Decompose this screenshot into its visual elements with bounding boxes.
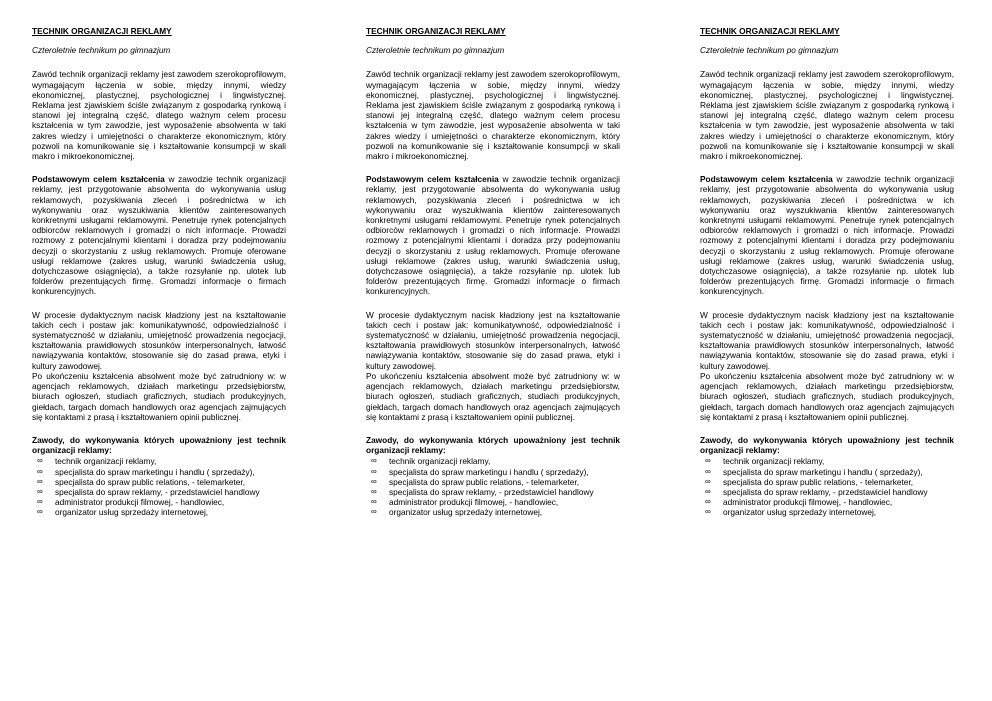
goal-paragraph [700,174,954,296]
bullet-icon: ∞ [705,456,711,466]
jobs-list [700,456,954,517]
list-item: ∞ specjalista do spraw marketingu i handlu ( sprzedaży), [37,466,255,477]
list-item: ∞ administrator produkcji filmowej, - handlowiec, [705,497,893,508]
intro-paragraph: Zawód technik organizacji reklamy jest zawodem szerokoprofilowym, wymagającym łączenia w sobie, między innymi, wiedzy ekonomicznej, plastycznej, psychologicznej i lingwistycznej. Reklama jest zjawiskiem ściśle związanym z gospodarką rynkową i stanowi jej integralną część, dlatego ważnym celem procesu kształcenia w tym zawodzie, jest wyposażenie absolwenta w taki zakres wiedzy i umiejętności o charakterze ekonomicznym, który pozwoli na komunikowanie się i kształtowanie konsumpcji w skali makro i mikroekonomicznej. [700,69,954,162]
document-title: TECHNIK ORGANIZACJI REKLAMY [366,26,506,36]
bullet-icon: ∞ [371,456,377,466]
jobs-heading: Zawody, do wykonywania których upoważniony jest technik organizacji reklamy: [700,434,954,456]
jobs-list [366,456,620,517]
document-column-2 [366,26,620,518]
bullet-icon: ∞ [37,456,43,466]
document-column-3 [700,26,954,518]
goal-lead: Podstawowym celem kształcenia [32,174,165,185]
document-subtitle: Czteroletnie technikum po gimnazjum [32,45,171,56]
list-item: ∞ specjalista do spraw marketingu i handlu ( sprzedaży), [371,466,589,477]
goal-paragraph [32,174,286,296]
intro-paragraph: Zawód technik organizacji reklamy jest zawodem szerokoprofilowym, wymagającym łączenia w sobie, między innymi, wiedzy ekonomicznej, plastycznej, psychologicznej i lingwistycznej. Reklama jest zjawiskiem ściśle związanym z gospodarką rynkową i stanowi jej integralną część, dlatego ważnym celem procesu kształcenia w tym zawodzie, jest wyposażenie absolwenta w taki zakres wiedzy i umiejętności o charakterze ekonomicznym, który pozwoli na komunikowanie się i kształtowanie konsumpcji w skali makro i mikroekonomicznej. [32,69,286,162]
list-item: ∞ specjalista do spraw public relations, - telemarketer, [705,476,913,487]
bullet-icon: ∞ [705,497,711,507]
document-subtitle: Czteroletnie technikum po gimnazjum [366,45,505,56]
list-item: ∞ specjalista do spraw public relations, - telemarketer, [371,476,579,487]
bullet-icon: ∞ [371,497,377,507]
bullet-icon: ∞ [705,486,711,496]
employment-paragraph: Po ukończeniu kształcenia absolwent może być zatrudniony w: w agencjach reklamowych, działach marketingu przedsiębiorstw, biurach ogłoszeń, studiach graficznych, studiach produkcyjnych, giełdach, targach domach handlowych oraz agencjach zajmujących się kontaktami z prasą i kształtowaniem opinii publicznej. [32,370,286,422]
jobs-heading: Zawody, do wykonywania których upoważniony jest technik organizacji reklamy: [32,434,286,456]
list-item: ∞ technik organizacji reklamy, [37,456,157,467]
bullet-icon: ∞ [705,466,711,476]
bullet-icon: ∞ [371,486,377,496]
list-item: ∞ organizator usług sprzedaży internetowej, [371,507,543,518]
list-item: ∞ administrator produkcji filmowej, - handlowiec, [371,497,559,508]
goal-text: w zawodzie technik organizacji reklamy, jest przygotowanie absolwenta do wykonywania usług reklamowych, pozyskiwania zleceń i pośrednictwa w ich wykonywaniu oraz wyszukiwania klientów zainteresowanych konkretnymi usługami reklamowymi. Penetruje rynek potencjalnych odbiorców reklamowych i gromadzi o nich informacje. Prowadzi rozmowy z potencjalnymi klientami i doradza przy podejmowaniu decyzji o skorzystaniu z usług reklamowych. Promuje oferowane usługi reklamowe (zakres usług, warunki świadczenia usług, dotychczasowe osiągnięcia), a także rozsyłanie np. ulotek lub folderów prezentujących firmę. Gromadzi informacje o firmach konkurencyjnych. [700,174,954,297]
list-item: ∞ specjalista do spraw public relations, - telemarketer, [37,476,245,487]
list-item: ∞ technik organizacji reklamy, [371,456,491,467]
goal-lead: Podstawowym celem kształcenia [366,174,499,185]
bullet-icon: ∞ [37,497,43,507]
process-paragraph: W procesie dydaktycznym nacisk kładziony jest na kształtowanie takich cech i postaw jak: komunikatywność, odpowiedzialność i systematyczność w działaniu, umiejętność prowadzenia negocjacji, kształtowania prawidłowych stosunków interpersonalnych, łatwość nawiązywania kontaktów, stosowanie się do zasad prawa, etyki i kultury zawodowej. [700,309,954,371]
jobs-heading: Zawody, do wykonywania których upoważniony jest technik organizacji reklamy: [366,434,620,456]
document-column-1 [32,26,286,518]
list-item: ∞ specjalista do spraw marketingu i handlu ( sprzedaży), [705,466,923,477]
goal-text: w zawodzie technik organizacji reklamy, jest przygotowanie absolwenta do wykonywania usług reklamowych, pozyskiwania zleceń i pośrednictwa w ich wykonywaniu oraz wyszukiwania klientów zainteresowanych konkretnymi usługami reklamowymi. Penetruje rynek potencjalnych odbiorców reklamowych i gromadzi o nich informacje. Prowadzi rozmowy z potencjalnymi klientami i doradza przy podejmowaniu decyzji o skorzystaniu z usług reklamowych. Promuje oferowane usługi reklamowe (zakres usług, warunki świadczenia usług, dotychczasowe osiągnięcia), a także rozsyłanie np. ulotek lub folderów prezentujących firmę. Gromadzi informacje o firmach konkurencyjnych. [32,174,286,297]
goal-lead: Podstawowym celem kształcenia [700,174,833,185]
employment-paragraph: Po ukończeniu kształcenia absolwent może być zatrudniony w: w agencjach reklamowych, działach marketingu przedsiębiorstw, biurach ogłoszeń, studiach graficznych, studiach produkcyjnych, giełdach, targach domach handlowych oraz agencjach zajmujących się kontaktami z prasą i kształtowaniem opinii publicznej. [366,370,620,422]
list-item: ∞ technik organizacji reklamy, [705,456,825,467]
list-item: ∞ specjalista do spraw reklamy, - przedstawiciel handlowy [37,486,260,497]
list-item: ∞ organizator usług sprzedaży internetowej, [37,507,209,518]
bullet-icon: ∞ [705,507,711,517]
list-item: ∞ specjalista do spraw reklamy, - przedstawiciel handlowy [371,486,594,497]
bullet-icon: ∞ [371,476,377,486]
process-paragraph: W procesie dydaktycznym nacisk kładziony jest na kształtowanie takich cech i postaw jak: komunikatywność, odpowiedzialność i systematyczność w działaniu, umiejętność prowadzenia negocjacji, kształtowania prawidłowych stosunków interpersonalnych, łatwość nawiązywania kontaktów, stosowanie się do zasad prawa, etyki i kultury zawodowej. [32,309,286,371]
process-paragraph: W procesie dydaktycznym nacisk kładziony jest na kształtowanie takich cech i postaw jak: komunikatywność, odpowiedzialność i systematyczność w działaniu, umiejętność prowadzenia negocjacji, kształtowania prawidłowych stosunków interpersonalnych, łatwość nawiązywania kontaktów, stosowanie się do zasad prawa, etyki i kultury zawodowej. [366,309,620,371]
document-subtitle: Czteroletnie technikum po gimnazjum [700,45,839,56]
intro-paragraph: Zawód technik organizacji reklamy jest zawodem szerokoprofilowym, wymagającym łączenia w sobie, między innymi, wiedzy ekonomicznej, plastycznej, psychologicznej i lingwistycznej. Reklama jest zjawiskiem ściśle związanym z gospodarką rynkową i stanowi jej integralną część, dlatego ważnym celem procesu kształcenia w tym zawodzie, jest wyposażenie absolwenta w taki zakres wiedzy i umiejętności o charakterze ekonomicznym, który pozwoli na komunikowanie się i kształtowanie konsumpcji w skali makro i mikroekonomicznej. [366,69,620,162]
bullet-icon: ∞ [371,507,377,517]
bullet-icon: ∞ [371,466,377,476]
employment-paragraph: Po ukończeniu kształcenia absolwent może być zatrudniony w: w agencjach reklamowych, działach marketingu przedsiębiorstw, biurach ogłoszeń, studiach graficznych, studiach produkcyjnych, giełdach, targach domach handlowych oraz agencjach zajmujących się kontaktami z prasą i kształtowaniem opinii publicznej. [700,370,954,422]
goal-paragraph [366,174,620,296]
bullet-icon: ∞ [37,507,43,517]
list-item: ∞ administrator produkcji filmowej, - handlowiec, [37,497,225,508]
document-title: TECHNIK ORGANIZACJI REKLAMY [32,26,172,36]
bullet-icon: ∞ [37,466,43,476]
bullet-icon: ∞ [705,476,711,486]
goal-text: w zawodzie technik organizacji reklamy, jest przygotowanie absolwenta do wykonywania usług reklamowych, pozyskiwania zleceń i pośrednictwa w ich wykonywaniu oraz wyszukiwania klientów zainteresowanych konkretnymi usługami reklamowymi. Penetruje rynek potencjalnych odbiorców reklamowych i gromadzi o nich informacje. Prowadzi rozmowy z potencjalnymi klientami i doradza przy podejmowaniu decyzji o skorzystaniu z usług reklamowych. Promuje oferowane usługi reklamowe (zakres usług, warunki świadczenia usług, dotychczasowe osiągnięcia), a także rozsyłanie np. ulotek lub folderów prezentujących firmę. Gromadzi informacje o firmach konkurencyjnych. [366,174,620,297]
document-title: TECHNIK ORGANIZACJI REKLAMY [700,26,840,36]
jobs-list [32,456,286,517]
list-item: ∞ specjalista do spraw reklamy, - przedstawiciel handlowy [705,486,928,497]
bullet-icon: ∞ [37,476,43,486]
bullet-icon: ∞ [37,486,43,496]
list-item: ∞ organizator usług sprzedaży internetowej, [705,507,877,518]
